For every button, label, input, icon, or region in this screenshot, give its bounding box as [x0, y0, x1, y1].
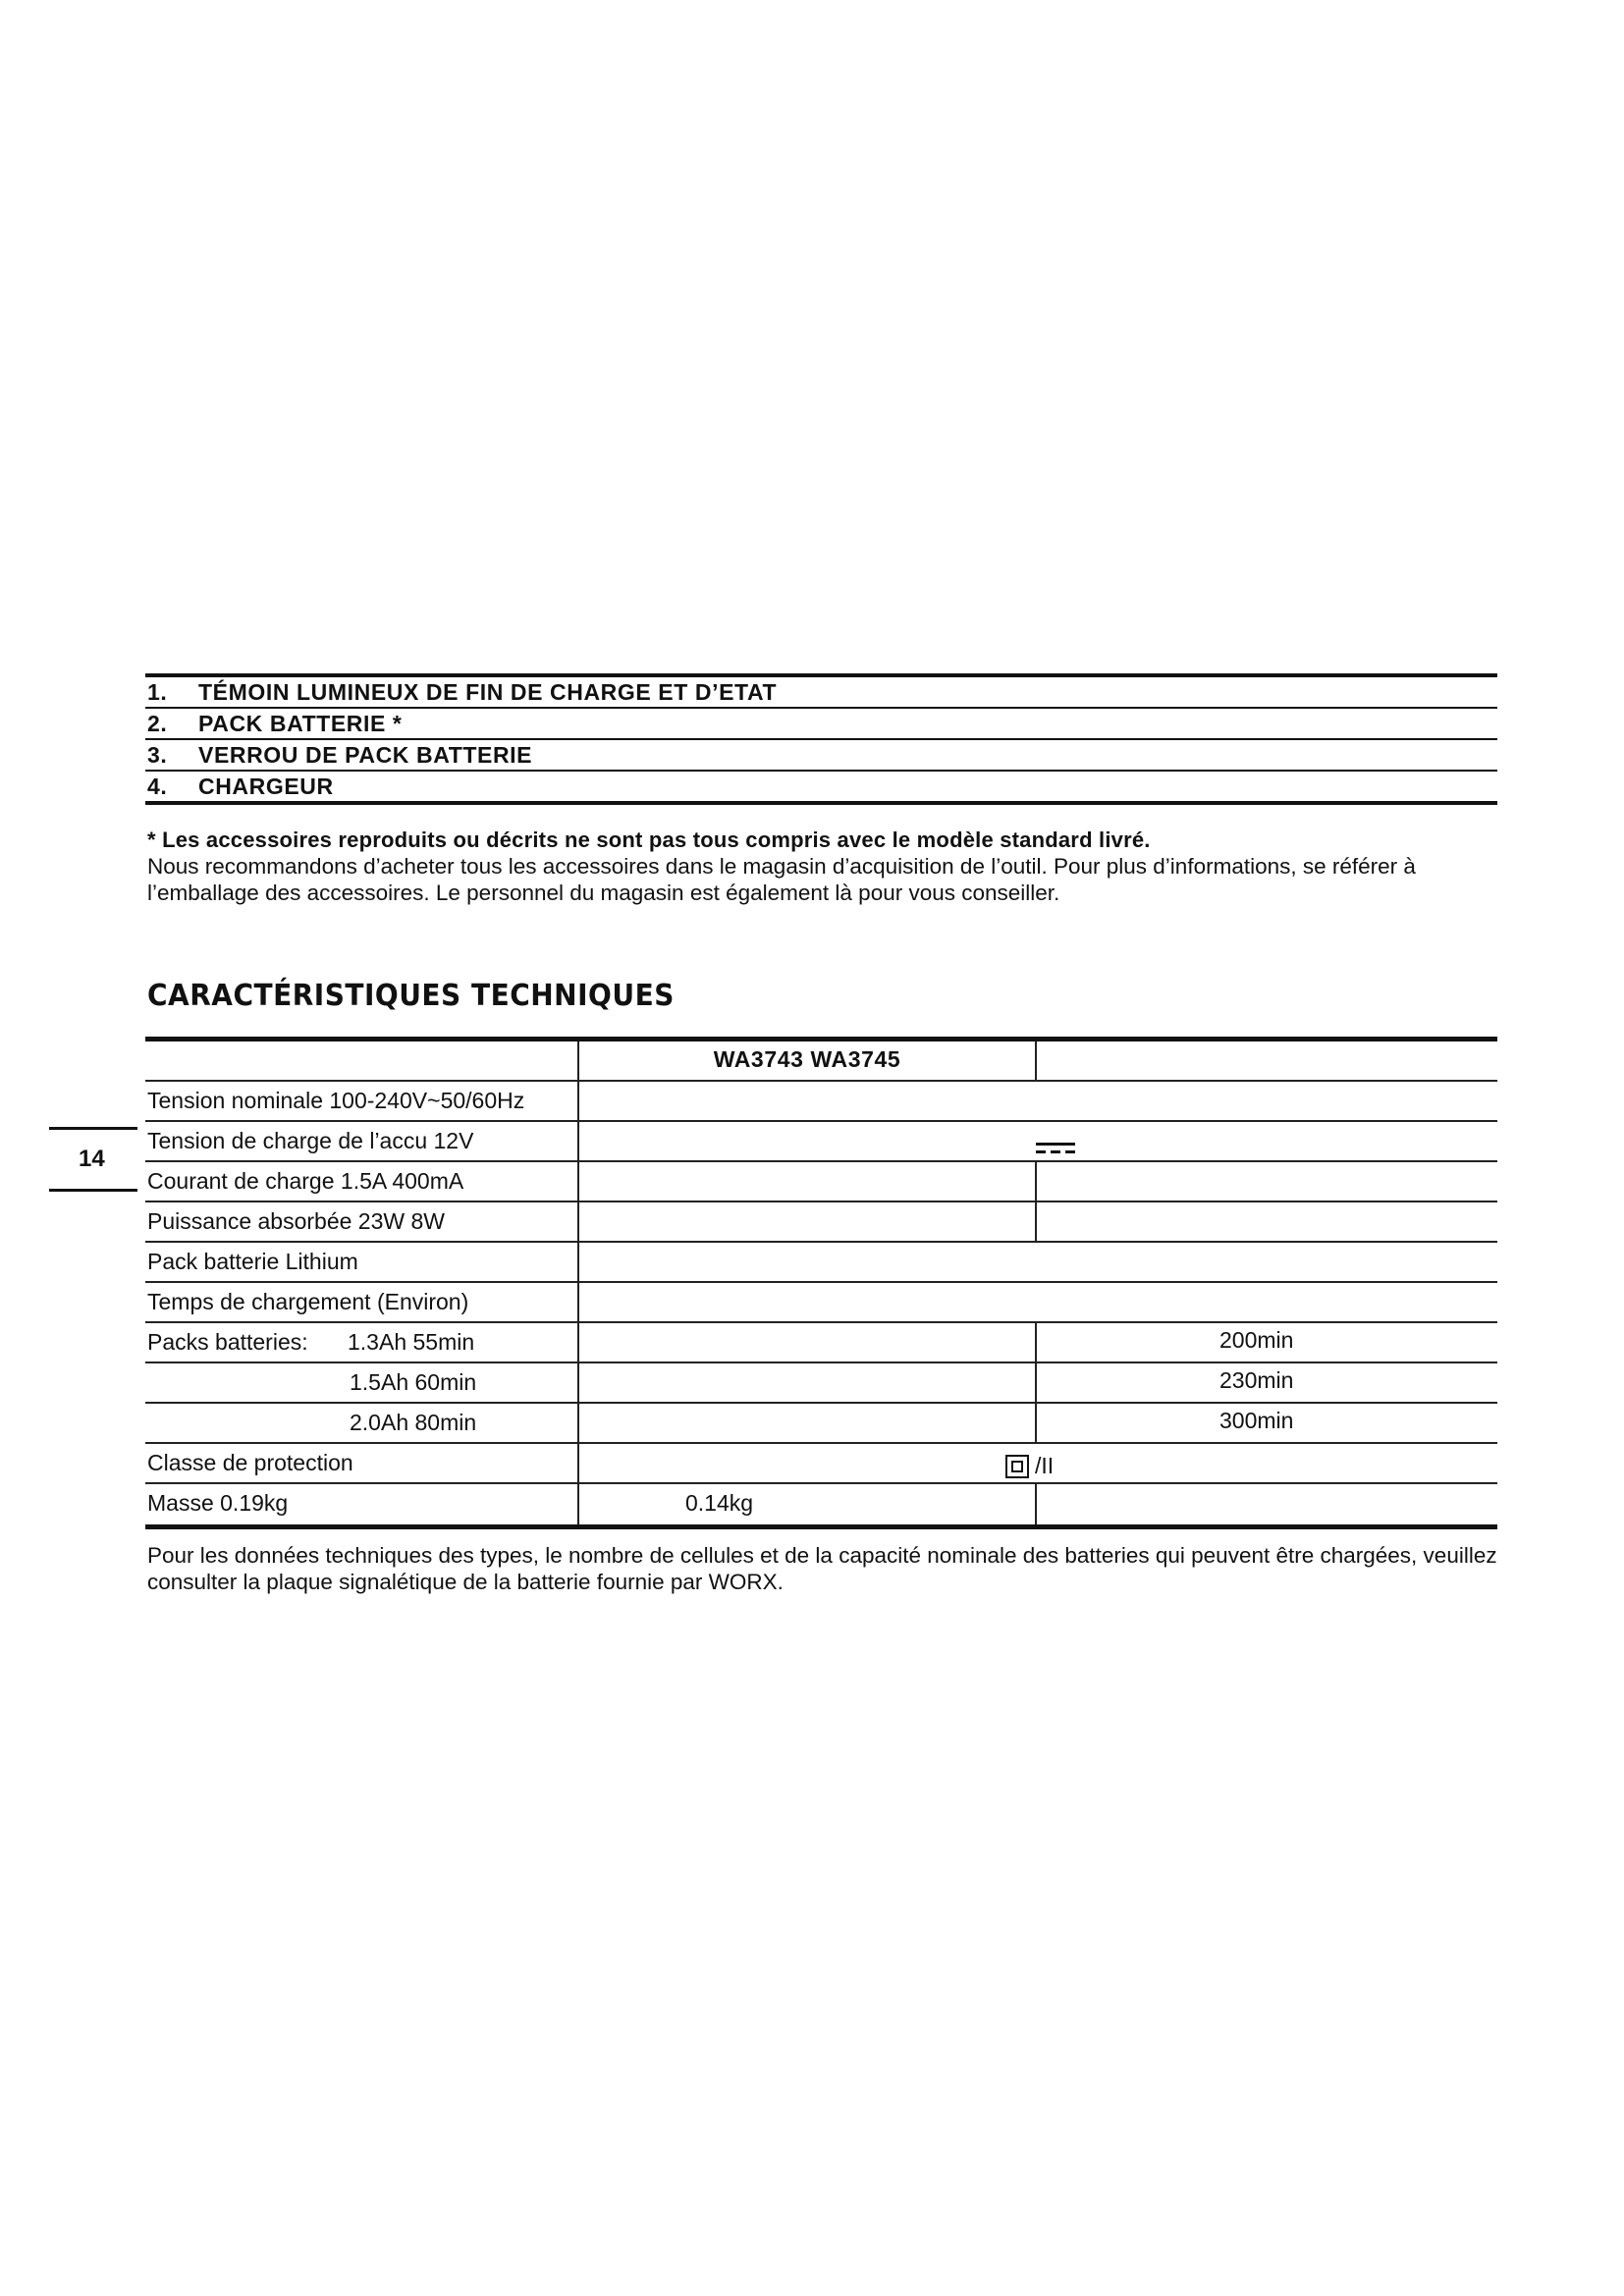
protection-class: /II: [1005, 1453, 1054, 1479]
page-number: 14: [49, 1127, 137, 1192]
section-title: CARACTÉRISTIQUES TECHNIQUES: [147, 978, 675, 1013]
table-row: Courant de charge 1.5A 400mA: [145, 1162, 1497, 1202]
table-row: Puissance absorbée 23W 8W: [145, 1202, 1497, 1243]
double-insulation-icon: [1005, 1455, 1029, 1478]
table-row: 2.0Ah 80min 300min: [145, 1404, 1497, 1444]
spec-table: [145, 1037, 1497, 1529]
parts-item: 3. VERROU DE PACK BATTERIE: [147, 742, 533, 768]
dc-symbol-icon: [1036, 1135, 1075, 1161]
header-models: WA3743 WA3745: [713, 1046, 901, 1072]
parts-list: [145, 673, 1497, 805]
table-row: Packs batteries: 1.3Ah 55min 200min: [145, 1323, 1497, 1363]
table-row: [145, 1041, 1497, 1082]
table-row: Tension nominale 100-240V~50/60Hz: [145, 1082, 1497, 1122]
table-row: Temps de chargement (Environ): [145, 1283, 1497, 1323]
table-row: Classe de protection /II: [145, 1444, 1497, 1484]
parts-item: 1. TÉMOIN LUMINEUX DE FIN DE CHARGE ET D’ETAT: [147, 679, 778, 705]
parts-item: 4. CHARGEUR: [147, 774, 334, 799]
table-row: Pack batterie Lithium: [145, 1243, 1497, 1283]
table-row: 1.5Ah 60min 230min: [145, 1363, 1497, 1404]
parts-rule: [145, 801, 1497, 805]
footer-note: Pour les données techniques des types, le nombre de cellules et de la capacité nominale des batteries qui peuvent être chargées, veuillez consulter la plaque signalétique de la batterie fournie par WORX.: [147, 1543, 1497, 1594]
accessories-note-bold: * Les accessoires reproduits ou décrits ne sont pas tous compris avec le modèle standard livré.: [147, 828, 1151, 852]
accessories-note: [147, 827, 1492, 906]
parts-item: 2. PACK BATTERIE *: [147, 711, 403, 736]
accessories-note-body: Nous recommandons d’acheter tous les accessoires dans le magasin d’acquisition de l’outil. Pour plus d’informations, se référer à l’emballage des accessoires. Le personnel du magasin est également là pour vous conseiller.: [147, 854, 1416, 905]
table-row: Tension de charge de l’accu 12V: [145, 1122, 1497, 1162]
table-row: Masse 0.19kg 0.14kg: [145, 1484, 1497, 1524]
